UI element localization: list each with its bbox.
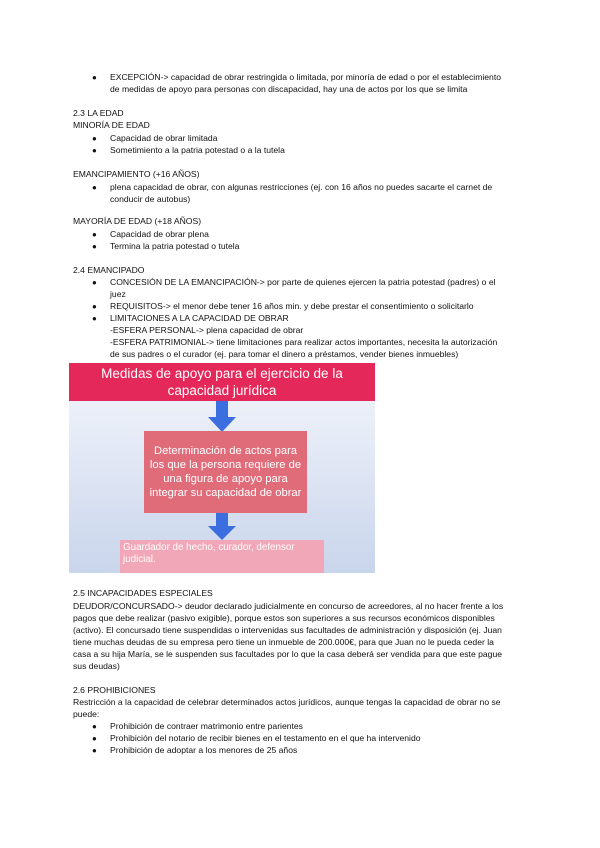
section-heading-2-5: 2.5 INCAPACIDADES ESPECIALES: [73, 588, 213, 598]
minoria-title: MINORÍA DE EDAD: [73, 120, 150, 130]
limitaciones: LIMITACIONES A LA CAPACIDAD DE OBRAR: [110, 313, 289, 323]
bullet: ●: [92, 134, 97, 143]
concesion-line-1: CONCESIÓN DE LA EMANCIPACIÓN-> por parte de quienes ejercen la patria potestad (padres) o el: [110, 277, 496, 287]
bullet: ●: [92, 278, 97, 287]
prohibicion-item: Prohibición de contraer matrimonio entre parientes: [110, 721, 303, 731]
minoria-item: Sometimiento a la patria potestad o a la tutela: [110, 145, 285, 155]
section-heading-2-6: 2.6 PROHIBICIONES: [73, 685, 156, 695]
emancipamiento-item-line-2: conducir de autobus): [110, 194, 191, 204]
excepcion-line-1: EXCEPCIÓN-> capacidad de obrar restringida o limitada, por minoría de edad o por el establecimiento: [110, 72, 501, 82]
emancipamiento-title: EMANCIPAMIENTO (+16 AÑOS): [73, 169, 200, 179]
esfera-patrimonial-line-2: de sus padres o el curador (ej. para tomar el dinero a préstamos, vender bienes inmuebles): [110, 349, 459, 359]
mayoria-item: Termina la patria potestad o tutela: [110, 241, 240, 251]
prohibicion-item: Prohibición de adoptar a los menores de 25 años: [110, 745, 298, 755]
bullet: ●: [92, 746, 97, 755]
bullet: ●: [92, 73, 97, 82]
deudor-line: casa a su hija María, se le suspenden sus facultades por lo que la casa deberá ser vendida para que este pague: [73, 649, 503, 659]
arrow-down-icon: [207, 401, 237, 433]
prohibiciones-intro-line-2: puede:: [73, 709, 100, 719]
diagram-middle-box: Determinación de actos para los que la persona requiere de una figura de apoyo para integrar su capacidad de obrar: [144, 431, 307, 513]
diagram-bottom-box: Guardador de hecho, curador, defensor judicial.: [120, 540, 324, 573]
excepcion-line-2: de medidas de apoyo para personas con discapacidad, hay una de actos por los que se limita: [110, 84, 468, 94]
minoria-item: Capacidad de obrar limitada: [110, 133, 218, 143]
arrow-down-icon: [207, 513, 237, 541]
diagram-title: Medidas de apoyo para el ejercicio de la capacidad jurídica: [69, 363, 375, 401]
section-heading-2-4: 2.4 EMANCIPADO: [73, 265, 145, 275]
bullet: ●: [92, 722, 97, 731]
bullet: ●: [92, 183, 97, 192]
bullet: ●: [92, 302, 97, 311]
mayoria-title: MAYORÍA DE EDAD (+18 AÑOS): [73, 216, 202, 226]
concesion-line-2: juez: [110, 289, 126, 299]
deudor-line: sus deudas): [73, 661, 120, 671]
bullet: ●: [92, 242, 97, 251]
deudor-line: tiene muchas deudas de su empresa pero tiene un inmueble de 200.000€, para que Juan no le pueda ceder la: [73, 637, 494, 647]
mayoria-item: Capacidad de obrar plena: [110, 229, 209, 239]
support-measures-diagram: [69, 363, 375, 573]
bullet: ●: [92, 146, 97, 155]
bullet: ●: [92, 734, 97, 743]
deudor-line: DEUDOR/CONCURSADO-> deudor declarado judicialmente en concurso de acreedores, al no hacer frente a los: [73, 601, 504, 611]
prohibiciones-intro-line-1: Restricción a la capacidad de celebrar determinados actos jurídicos, aunque tengas la capacidad de obrar no se: [73, 697, 501, 707]
requisitos: REQUISITOS-> el menor debe tener 16 años min. y debe prestar el consentimiento o solicitarlo: [110, 301, 474, 311]
bullet: ●: [92, 314, 97, 323]
section-heading-2-3: 2.3 LA EDAD: [73, 108, 124, 118]
bullet: ●: [92, 230, 97, 239]
esfera-patrimonial-line-1: -ESFERA PATRIMONIAL-> tiene limitaciones para realizar actos importantes, necesita la autorización: [110, 337, 498, 347]
prohibicion-item: Prohibición del notario de recibir bienes en el testamento en el que ha intervenido: [110, 733, 421, 743]
deudor-line: (activo). El concursado tiene suspendidas o intervenidas sus facultades de administración y disposición (ej. Juan: [73, 625, 502, 635]
deudor-line: pagos que debe realizar (pasivo exigible), porque estos son superiores a sus recursos económicos disponibles: [73, 613, 495, 623]
emancipamiento-item-line-1: plena capacidad de obrar, con algunas restricciones (ej. con 16 años no puedes sacarte el carnet de: [110, 182, 493, 192]
esfera-personal: -ESFERA PERSONAL-> plena capacidad de obrar: [110, 325, 304, 335]
